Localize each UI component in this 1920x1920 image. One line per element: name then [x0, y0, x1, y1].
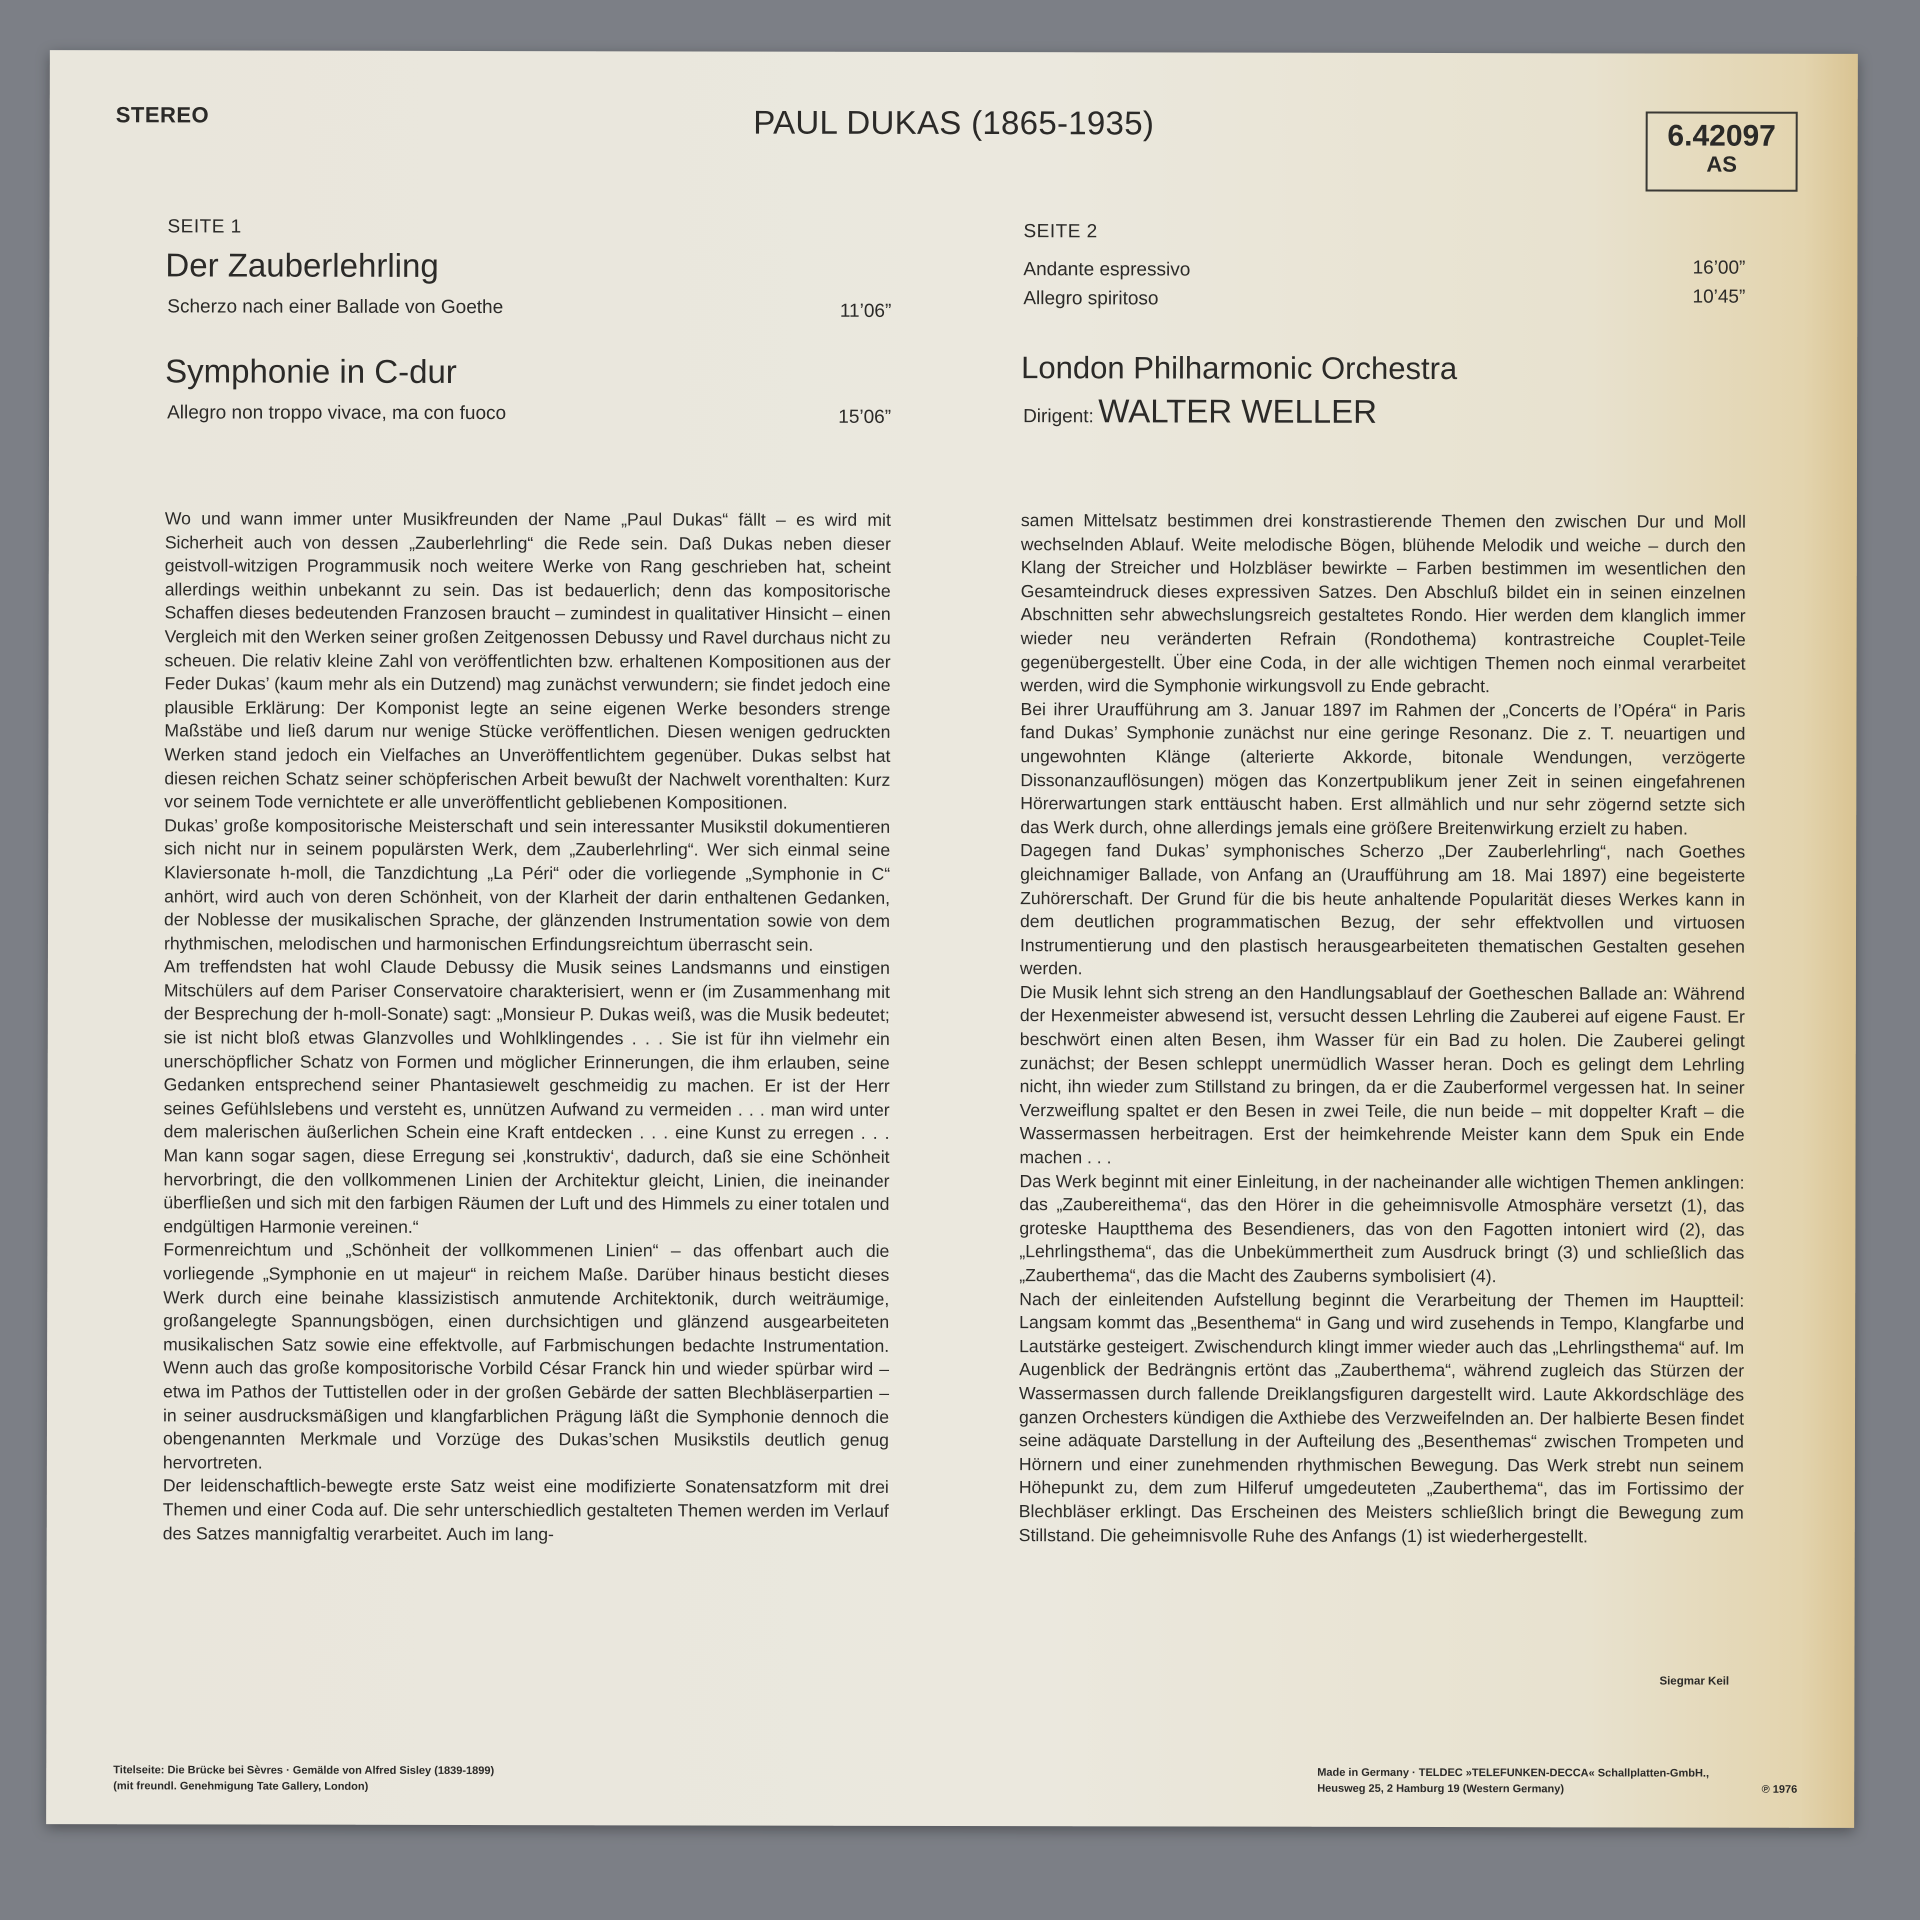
work-title-zauberlehrling: Der Zauberlehrling	[165, 246, 439, 284]
work-title-symphonie: Symphonie in C-dur	[165, 352, 457, 390]
paragraph: samen Mittelsatz bestimmen drei konstrastierende Themen den zwischen Dur und Moll wechselnden Ablauf. Weite melodische Bögen, blühende Melodik und weiche – durch den Klang der Streicher und Holzbläser bewirkte – Farben bestimmen im wesentlichen den Gesamteindruck dieses expressiven Satzes. Den Abschluß bildet ein in seinen einzelnen Abschnitten sehr abwechslungsreich gestaltetes Rondo. Hier werden dem klanglich immer wieder neu veränderten Refrain (Rondothema) kontrastreiche Couplet-Teile gegenübergestellt. Über eine Coda, in der alle wichtigen Themen noch einmal verarbeitet werden, wird die Symphonie wirkungsvoll zu Ende gebracht.	[1020, 510, 1746, 697]
paragraph: Nach der einleitenden Aufstellung beginnt die Verarbeitung der Themen im Hauptteil: Langsam kommt das „Besenthema“ in Gang und wird zusehends in Tempo, Klangfarbe und Lautstärke gesteigert. Zwischendurch klingt immer wieder auch das „Lehrlingsthema“ auf. Im Augenblick der Bedrängnis ertönt das „Zauberthema“, während zugleich das Stürzen der Wassermassen durch fallende Dreiklangsfiguren dargestellt wird. Laute Akkordschläge des ganzen Orchesters kündigen die Axthiebe des Verzweifelnden an. Der halbierte Besen findet seine adäquate Darstellung in der Aufteilung des „Besenthemas“ zwischen Trompeten und Hörnern und einer zunehmenden rhythmischen Bewegung. Das Werk strebt nun seinem Höhepunkt zu, dem zum Hilferuf umgedeuteten „Zauberthema“, das im Fortissimo der Blechbläser erklingt. Das Erscheinen des Meisters schließlich bringt die Bewegung zum Stillstand. Die geheimnisvolle Ruhe des Anfangs (1) ist wiederhergestellt.	[1018, 1288, 1745, 1546]
liner-notes-column-1	[163, 507, 891, 1547]
movement-allegro: Allegro spiritoso	[1023, 288, 1159, 310]
paragraph: Dagegen fand Dukas’ symphonisches Scherzo „Der Zauberlehrling“, nach Goethes gleichnamiger Ballade, von Anfang an (Uraufführung am 18. Mai 1897) eine begeisterte Zuhörerschaft. Der Grund für die bis heute anhaltende Popularität dieses Werkes kann in dem deutlichen programmatischen Bezug, der sehr effektvollen und virtuosen Instrumentierung und den plastisch herausgearbeiteten thematischen Gestalten gesehen werden.	[1019, 840, 1746, 979]
cover-credit-line-2: (mit freundl. Genehmigung Tate Gallery, London)	[113, 1780, 369, 1793]
publisher-line-2-row	[1317, 1781, 1797, 1798]
paragraph: Dukas’ große kompositorische Meisterschaft und sein interessanter Musikstil dokumentieren sich nicht nur in seinem populärsten Werk, dem „Zauberlehrling“. Wer sich einmal seine Klaviersonate h-moll, die Tanzdichtung „La Péri“ oder die vorliegende „Symphonie in C“ anhört, wird auch von deren Schönheit, von der Klarheit der darin enthaltenen Gedanken, der Noblesse der musikalischen Sprache, der glänzenden Instrumentation sowie von dem rhythmischen, melodischen und harmonischen Erfindungsreichtum überrascht sein.	[163, 815, 891, 955]
conductor-label: Dirigent:	[1023, 406, 1094, 428]
work-subtitle-zauberlehrling: Scherzo nach einer Ballade von Goethe	[167, 296, 504, 319]
cover-credit-line-1: Titelseite: Die Brücke bei Sèvres · Gemälde von Alfred Sisley (1839-1899)	[113, 1764, 495, 1778]
liner-notes-column-2	[1019, 509, 1746, 1549]
paragraph: Das Werk beginnt mit einer Einleitung, in der nacheinander alle wichtigen Themen anklingen: das „Zaubereithema“, das den Hörer in die geheimnisvolle Atmosphäre versetzt (1), das groteske Hauptthema des Besendieners, das von den Fagotten intoniert wird (2), das „Lehrlingsthema“, das die Unbekümmertheit zum Ausdruck bringt (3) und schließlich das „Zauberthema“, das die Macht des Zauberns symbolisiert (4).	[1019, 1170, 1745, 1287]
paragraph: Am treffendsten hat wohl Claude Debussy die Musik seines Landsmanns und einstigen Mitschülers auf dem Pariser Conservatoire charakterisiert, wenn er (im Zusammenhang mit der Besprechung der h-moll-Sonate) sagt: „Monsieur P. Dukas weiß, was die Musik bedeutet; sie ist nicht bloß etwas Glanzvolles und Wohlklingendes . . . Sie ist für ihn vielmehr ein unerschöpflicher Schatz von Formen und möglicher Erinnerungen, die ihm erlauben, seine Gedanken entsprechend seiner Phantasiewelt geschmeidig zu machen. Er ist der Herr seines Gefühlslebens und versteht es, unnützen Aufwand zu vermeiden . . . man wird unter dem malerischen äußerlichen Schein eine Kraft entdecken . . . eine Kunst zu erregen . . . Man kann sogar sagen, diese Erregung sei ‚konstruktiv‘, dadurch, daß sie eine Schönheit hervorbringt, die den vollkommenen Linien der Architektur gleicht, Linien, die ineinander überfließen und sich mit den farbigen Räumen der Luft und des Himmels zu einer totalen und endgültigen Harmonie vereinen.“	[163, 956, 890, 1237]
stereo-label: STEREO	[115, 102, 210, 128]
conductor-line	[1023, 392, 1377, 431]
record-sleeve-back	[46, 50, 1858, 1828]
paragraph: Die Musik lehnt sich streng an den Handlungsablauf der Goetheschen Ballade an: Während der Hexenmeister abwesend ist, versucht dessen Lehrling die Zauberei auf eigene Faust. Er beschwört einen alten Besen, ihm Wasser für ein Bad zu holen. Die Zauberei gelingt zunächst; der Besen schleppt unermüdlich Wasser heran. Doch es gelingt dem Lehrling nicht, ihn wieder zum Stillstand zu bringen, da er die Zauberformel vergessen hat. In seiner Verzweiflung spaltet er den Besen in zwei Teile, die nun beide – mit doppelter Kraft – die Wassermassen herbeitragen. Erst der heimkehrende Meister kann dem Spuk ein Ende machen . . .	[1019, 982, 1745, 1168]
publisher-info	[1317, 1765, 1797, 1798]
paragraph: Der leidenschaftlich-bewegte erste Satz weist eine modifizierte Sonatensatzform mit drei Themen und einer Coda auf. Die sehr unterschiedlich gestalteten Themen werden im Verlauf des Satzes mannigfaltig verarbeitet. Auch im lang-	[162, 1475, 889, 1544]
catalog-suffix: AS	[1706, 151, 1737, 177]
paragraph: Formenreichtum und „Schönheit der vollkommenen Linien“ – das offenbart auch die vorliegende „Symphonie en ut majeur“ in reichem Maße. Darüber hinaus besticht dieses Werk durch eine beinahe klassizistisch anmutende Architektonik, durch weiträumige, großangelegte Spannungsbögen, einen durchsichtigen und glänzend ausgearbeiteten musikalischen Satz sowie eine effektvolle, auf Farbmischungen bedachte Instrumentation. Wenn auch das große kompositorische Vorbild César Franck hin und wieder spürbar wird – etwa im Pathos der Tuttistellen oder in der großen Gebärde der satten Blechbläserpartien – in seiner ausdrucksmäßigen und klangfarblichen Prägung läßt die Symphonie dennoch die obengenannten Merkmale und Vorzüge des Dukas’schen Musikstils deutlich genug hervortreten.	[162, 1239, 890, 1473]
catalog-number-box	[1646, 111, 1798, 191]
duration-zauberlehrling: 11’06”	[839, 300, 892, 322]
author-signature: Siegmar Keil	[1659, 1675, 1730, 1688]
composer-title: PAUL DUKAS (1865-1935)	[753, 103, 1155, 142]
paragraph: Bei ihrer Uraufführung am 3. Januar 1897 im Rahmen der „Concerts de l’Opéra“ in Paris fand Dukas’ Symphonie zunächst nur eine geringe Resonanz. Die z. T. neuartigen und ungewohnten Klänge (alterierte Akkorde, bitonale Wendungen, verzögerte Dissonanzauflösungen) mögen das Konzertpublikum jener Zeit in seinen eingefahrenen Hörerwartungen stark enttäuscht haben. Erst allmählich und nur sehr zögernd setzte sich das Werk durch, ohne allerdings jemals eine größere Breitenwirkung erzielt zu haben.	[1020, 698, 1746, 839]
movement-andante: Andante espressivo	[1023, 259, 1191, 281]
work-subtitle-symphonie: Allegro non troppo vivace, ma con fuoco	[167, 402, 507, 425]
duration-andante: 16’00”	[1692, 257, 1746, 279]
side2-label: SEITE 2	[1023, 221, 1098, 243]
duration-symphonie-mvt1: 15’06”	[838, 406, 892, 428]
catalog-number: 6.42097	[1667, 119, 1776, 153]
publisher-line-1: Made in Germany · TELDEC »TELEFUNKEN-DECCA« Schallplatten-GmbH.,	[1317, 1766, 1710, 1780]
orchestra-name: London Philharmonic Orchestra	[1021, 350, 1458, 387]
conductor-name: WALTER WELLER	[1098, 392, 1378, 430]
cover-credit	[113, 1762, 673, 1795]
paragraph: Wo und wann immer unter Musikfreunden der Name „Paul Dukas“ fällt – es wird mit Sicherheit auch von dessen „Zauberlehrling“ die Rede sein. Daß Dukas neben dieser geistvoll-witzigen Programmusik noch weitere Werke von Rang geschrieben hat, scheint allerdings weithin unbekannt zu sein. Das ist bedauerlich; denn das kompositorische Schaffen dieses bedeutenden Franzosen braucht – zumindest in qualitativer Hinsicht – einen Vergleich mit den Werken seiner großen Zeitgenossen Debussy und Ravel durchaus nicht zu scheuen. Die relativ kleine Zahl von veröffentlichten bzw. erhaltenen Kompositionen aus der Feder Dukas’ (kaum mehr als ein Dutzend) mag zunächst verwundern; sie findet jedoch eine plausible Erklärung: Der Komponist legte an seine eigenen Werke besonders strenge Maßstäbe und ließ darum nur wenige Stücke veröffentlichen. Diesen wenigen gedruckten Werken stand jedoch ein Vielfaches an Unveröffentlichtem gegenüber. Dukas selbst hat diesen reichen Schatz seiner schöpferischen Arbeit bewußt der Nachwelt vorenthalten: Kurz vor seinem Tode vernichtete er alle unveröffentlicht gebliebenen Kompositionen.	[164, 508, 891, 813]
publisher-line-2: Heusweg 25, 2 Hamburg 19 (Western Germany)	[1317, 1782, 1565, 1796]
side1-label: SEITE 1	[167, 216, 242, 238]
copyright-notice: ℗ 1976	[1761, 1783, 1798, 1796]
duration-allegro: 10’45”	[1692, 286, 1746, 308]
